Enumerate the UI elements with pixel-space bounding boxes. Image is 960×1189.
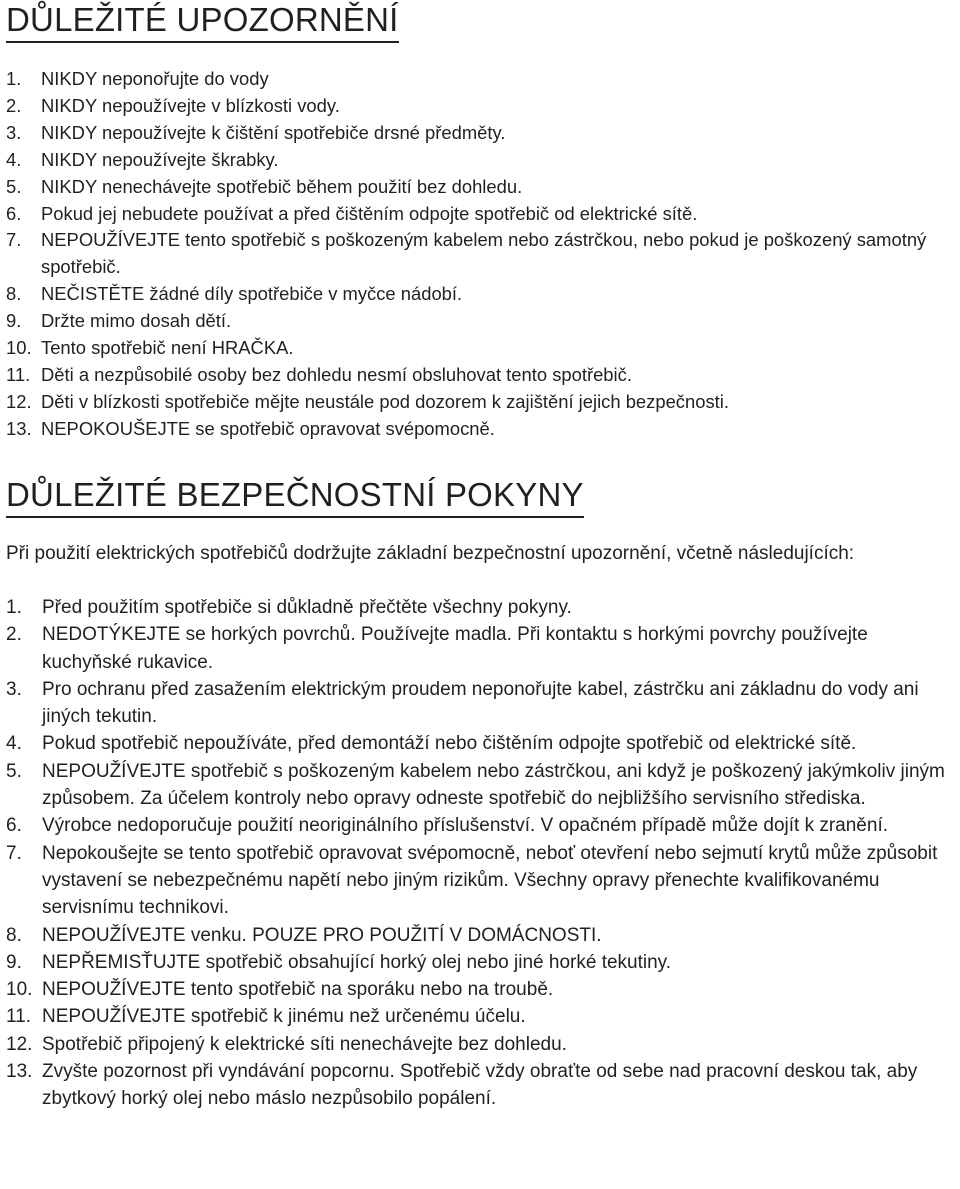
item-text: NIKDY nepoužívejte k čištění spotřebiče drsné předměty. [41, 121, 506, 143]
item-number: 8. [6, 283, 22, 305]
item-text: Spotřebič připojený k elektrické síti nenechávejte bez dohledu. [42, 1033, 567, 1055]
item-number: 2. [6, 624, 22, 646]
list-item [6, 730, 956, 757]
item-text: Nepokoušejte se tento spotřebič opravovat svépomocně, neboť otevření nebo sejmutí krytů může způsobit vystavení se nebezpečnému napětí nebo jiným rizikům. Všechny opravy přenechte kvalifikovanému servisnímu technikovi. [42, 842, 938, 919]
item-text: NEPOUŽÍVEJTE tento spotřebič na sporáku nebo na troubě. [42, 979, 554, 1001]
item-number: 4. [6, 733, 22, 755]
item-text: Zvyšte pozornost při vyndávání popcornu. Spotřebič vždy obraťte od sebe nad pracovní deskou tak, aby zbytkový horký olej nebo máslo nezpůsobilo popálení. [42, 1061, 918, 1110]
item-text: NEPOKOUŠEJTE se spotřebič opravovat svépomocně. [41, 417, 495, 439]
list-item [6, 621, 956, 676]
list-item [6, 389, 951, 416]
item-number: 8. [6, 924, 22, 946]
safety-intro: Při použití elektrických spotřebičů dodržujte základní bezpečnostní upozornění, včetně následujících: [6, 543, 855, 564]
item-number: 3. [6, 678, 22, 700]
list-item [6, 174, 951, 201]
list-item [6, 93, 951, 120]
item-text: Výrobce nedoporučuje použití neoriginálního příslušenství. V opačném případě může dojít k zranění. [42, 815, 889, 837]
list-item [6, 281, 951, 308]
item-number: 13. [6, 1061, 33, 1083]
item-number: 6. [6, 815, 22, 837]
list-item [6, 66, 951, 93]
item-number: 10. [6, 337, 32, 359]
item-number: 9. [6, 310, 22, 332]
item-text: NEPŘEMISŤUJTE spotřebič obsahující horký olej nebo jiné horké tekutiny. [42, 951, 672, 973]
item-number: 11. [6, 363, 31, 385]
safety-heading: DŮLEŽITÉ BEZPEČNOSTNÍ POKYNY [6, 475, 584, 518]
item-text: Před použitím spotřebiče si důkladně přečtěte všechny pokyny. [42, 597, 572, 618]
list-item [6, 362, 951, 389]
item-number: 1. [6, 597, 22, 618]
list-item [6, 949, 956, 976]
item-number: 7. [6, 842, 22, 864]
item-text: NIKDY nepoužívejte škrabky. [41, 148, 279, 170]
item-text: Tento spotřebič není HRAČKA. [41, 337, 294, 359]
item-text: Pro ochranu před zasažením elektrickým proudem neponořujte kabel, zástrčku ani základnu do vody ani jiných tekutin. [42, 678, 919, 728]
item-text: NEPOUŽÍVEJTE spotřebič s poškozeným kabelem nebo zástrčkou, ani když je poškozený jakýmkoliv jiným způsobem. Za účelem kontroly nebo opravy odneste spotřebič do nejbližšího servisního střediska. [42, 760, 945, 810]
list-item [6, 676, 956, 731]
item-text: NEDOTÝKEJTE se horkých povrchů. Používejte madla. Při kontaktu s horkými povrchy používejte kuchyňské rukavice. [42, 624, 868, 673]
list-item [6, 922, 956, 949]
list-item [6, 120, 951, 147]
item-text: NIKDY nenechávejte spotřebič během použití bez dohledu. [41, 175, 523, 197]
list-item [6, 1003, 956, 1030]
list-item [6, 812, 956, 839]
item-text: Pokud jej nebudete používat a před čištěním odpojte spotřebič od elektrické sítě. [41, 202, 698, 224]
list-item [6, 335, 951, 362]
item-number: 9. [6, 951, 22, 973]
item-number: 10. [6, 979, 33, 1001]
warning-list [6, 66, 951, 443]
item-number: 13. [6, 417, 32, 439]
item-number: 4. [6, 148, 22, 170]
item-text: NIKDY neponořujte do vody [41, 68, 269, 89]
item-number: 11. [6, 1006, 32, 1028]
list-item [6, 147, 951, 174]
item-text: NEPOUŽÍVEJTE spotřebič k jinému než určenému účelu. [42, 1006, 526, 1028]
warning-heading: DŮLEŽITÉ UPOZORNĚNÍ [6, 0, 399, 43]
item-number: 3. [6, 121, 22, 143]
list-item [6, 840, 956, 922]
list-item [6, 594, 956, 621]
list-item [6, 201, 951, 228]
item-text: NIKDY nepoužívejte v blízkosti vody. [41, 94, 340, 116]
list-item [6, 1031, 956, 1058]
list-item [6, 976, 956, 1003]
item-text: NEPOUŽÍVEJTE tento spotřebič s poškozeným kabelem nebo zástrčkou, nebo pokud je poškozený samotný spotřebič. [41, 229, 927, 278]
safety-list [6, 594, 956, 1113]
item-number: 6. [6, 202, 22, 224]
list-item [6, 227, 951, 281]
list-item [6, 758, 956, 813]
item-text: Držte mimo dosah dětí. [41, 310, 232, 332]
item-number: 5. [6, 175, 22, 197]
item-number: 7. [6, 229, 22, 251]
item-text: NEPOUŽÍVEJTE venku. POUZE PRO POUŽITÍ V DOMÁCNOSTI. [42, 924, 602, 946]
item-number: 5. [6, 760, 22, 782]
list-item [6, 416, 951, 443]
item-number: 1. [6, 68, 22, 89]
item-text: Děti a nezpůsobilé osoby bez dohledu nesmí obsluhovat tento spotřebič. [41, 363, 632, 385]
item-number: 2. [6, 94, 22, 116]
list-item [6, 308, 951, 335]
item-text: Pokud spotřebič nepoužíváte, před demontáží nebo čištěním odpojte spotřebič od elektrické sítě. [42, 733, 857, 755]
item-text: Děti v blízkosti spotřebiče mějte neustále pod dozorem k zajištění jejich bezpečnosti. [41, 390, 729, 412]
item-number: 12. [6, 390, 32, 412]
item-number: 12. [6, 1033, 33, 1055]
item-text: NEČISTĚTE žádné díly spotřebiče v myčce nádobí. [41, 283, 463, 305]
list-item [6, 1058, 956, 1113]
